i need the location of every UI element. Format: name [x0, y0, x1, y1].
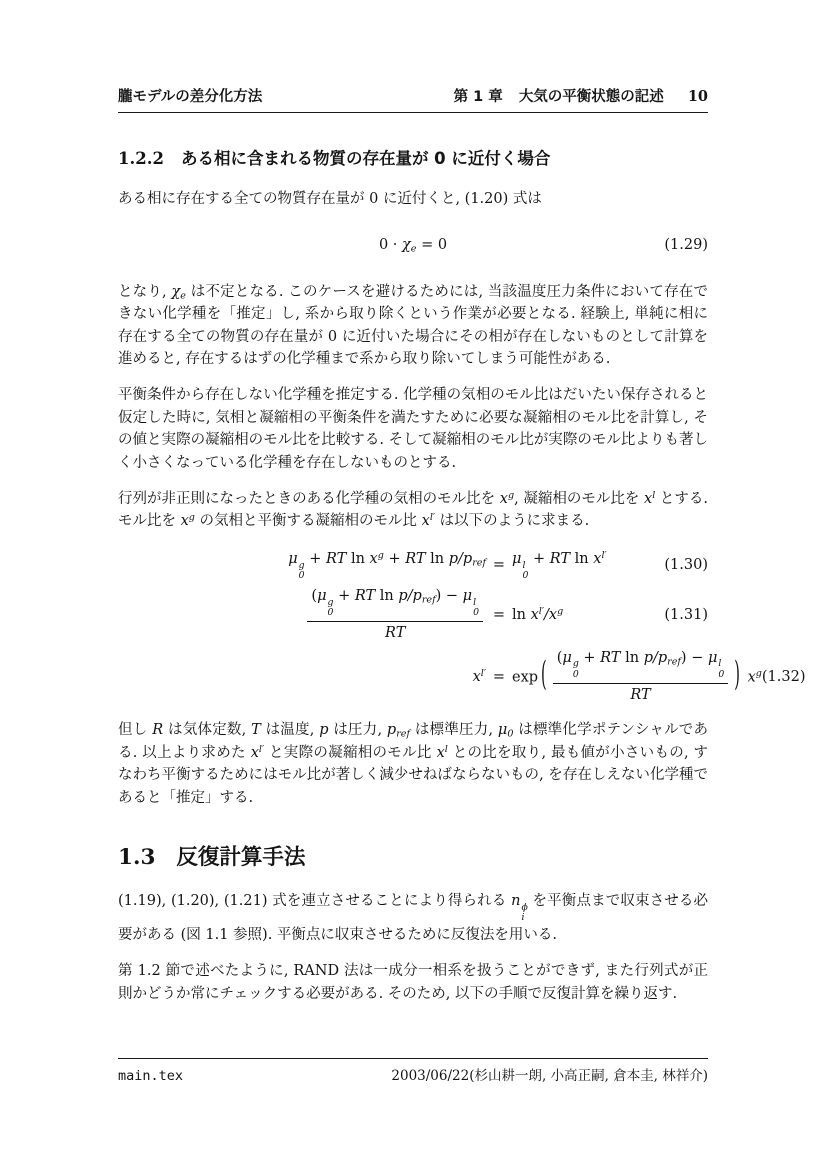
equation-lhs: μ g 0 + RT $\ln x^g$ + RT $\ln p/p_{ref}$ [288, 549, 486, 582]
equation-array [118, 549, 806, 706]
subsection-number: 1.2.2 [118, 149, 164, 169]
equation-rhs: μ l 0 + RT $\ln x^{l'}$ [512, 549, 607, 582]
equation-relation: = [492, 668, 506, 685]
equation-1-32 [118, 649, 806, 706]
equation-1-29 [118, 235, 708, 255]
equation-1-30 [118, 549, 708, 582]
running-head-doc-title: 朧モデルの差分化方法 [118, 89, 263, 105]
subsection-title: ある相に含まれる物質の存在量が 0 に近付く場合 [180, 149, 551, 169]
page-content [118, 0, 806, 1005]
paragraph: 平衡条件から存在しない化学種を推定する. 化学種の気相のモル比はだいたい保存されると仮定した時に, 気相と凝縮相の平衡条件を満たすために必要な凝縮相のモル比を計算し, その値と実際の凝縮相のモル比を比較する. そして凝縮相のモル比が実際のモル比よりも著しく小さくなっている化学種を存在しないものとする. [118, 387, 708, 471]
page-number: 10 [687, 88, 708, 105]
footer-filename: main.tex [118, 1068, 184, 1084]
equation-lhs: (μ g 0 + RT $\ln p/p_{ref}) - \mu$ l 0 RT [118, 587, 486, 644]
paragraph: ある相に存在する全ての物質存在量が 0 に近付くと, (1.20) 式は [118, 191, 542, 208]
running-head [118, 0, 708, 113]
equation-rhs: exp ( (μ g 0 + RT $\ln p/p_{ref}) - \mu$ l 0 RT ) $x^g$ [512, 649, 762, 703]
section-number: 1.3 [118, 845, 156, 870]
paragraph: 第 1.2 節で述べたように, RAND 法は一成分一相系を扱うことができず, また行列式が正則かどうか常にチェックする必要がある. そのため, 以下の手順で反復計算を繰り返す. [118, 963, 708, 1002]
footer-date-authors: 2003/06/22(杉山耕一朗, 小高正嗣, 倉本圭, 林祥介) [391, 1068, 708, 1084]
equation-body: $0 \cdot \chi_e = 0$ [378, 237, 448, 256]
subsection-heading-1-2-2 [118, 149, 708, 170]
equation-number: (1.31) [664, 607, 708, 624]
section-heading-1-3 [118, 845, 708, 872]
running-head-chapter-title: 大気の平衡状態の記述 [518, 89, 664, 105]
paragraph: 行列が非正則になったときのある化学種の気相のモル比を $x^g$, 凝縮相のモル比を $x^l$ とする. モル比を $x^g$ の気相と平衡する凝縮相のモル比 $x^{l'}$ は以下のように求まる. [118, 489, 709, 530]
page-footer [118, 1058, 708, 1086]
running-head-chapter: 第 1 章 [453, 89, 503, 105]
equation-number: (1.32) [761, 668, 806, 685]
paragraph: 但し R は気体定数, T は温度, p は圧力, $p_{ref}$ は標準圧力, $\mu_0$ は標準化学ポテンシャルである. 以上より求めた $x^{l'}$ と実際の凝縮相のモル比 $x^l$ との比を取り, 最も値が小さいもの, すなわち平衡するためにはモル比が著しく減少せねばならないもの, を存在しえない化学種であると「推定」する. [118, 722, 709, 806]
running-head-right [454, 88, 708, 106]
paragraph: (1.19), (1.20), (1.21) 式を連立させることにより得られる n ϕ i を平衡点まで収束させる必要がある (図 1.1 参照). 平衡点に収束させるために反復法を用いる. [118, 892, 709, 944]
equation-relation: = [492, 557, 506, 574]
equation-rhs: $\ln x^{l'}/x^g$ [512, 605, 564, 624]
paragraph: となり, $\chi_e$ は不定となる. このケースを避けるためには, 当該温度圧力条件において存在できない化学種を「推定」し, 系から取り除くという作業が必要となる. 経験上, 単純に相に存在する全ての物質の存在量が 0 に近付いた場合にその相が存在しないものとして計算を進めると, 存在するはずの化学種まで系から取り除いてしまう可能性がある. [118, 283, 708, 367]
equation-1-31 [118, 587, 708, 644]
equation-lhs: $x^{l'}$ [472, 667, 486, 685]
equation-number: (1.30) [664, 557, 708, 574]
equation-number: (1.29) [664, 237, 708, 254]
equation-relation: = [492, 607, 506, 624]
section-title: 反復計算手法 [176, 845, 306, 870]
